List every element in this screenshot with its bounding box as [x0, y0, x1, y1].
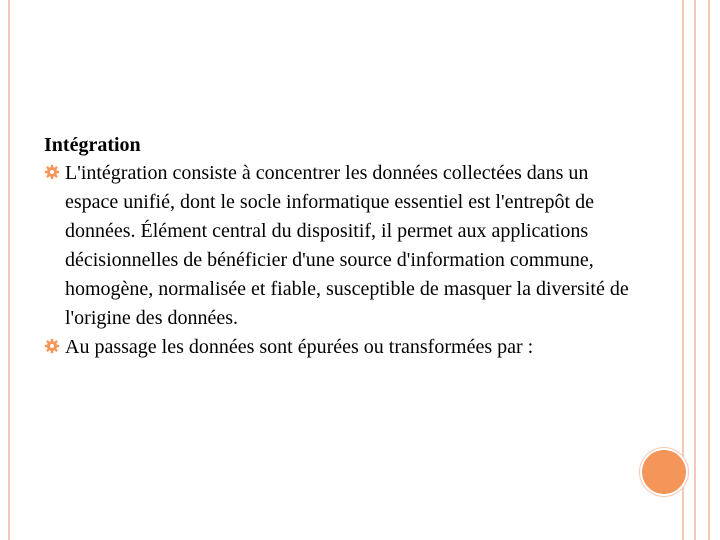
bullet-list	[44, 159, 644, 362]
gear-icon	[44, 338, 60, 354]
bullet-item	[44, 333, 644, 362]
slide-content	[44, 131, 644, 362]
gear-icon	[44, 164, 60, 180]
bullet-text: L'intégration consiste à concentrer les données collectées dans un espace unifié, dont le socle informatique essentiel est l'entrepôt de données. Élément central du dispositif, il permet aux applications décisionnelles de bénéficier d'une source d'information commune, homogène, normalisée et fiable, susceptible de masquer la diversité de l'origine des données.	[65, 162, 629, 329]
slide-heading: Intégration	[44, 134, 141, 156]
frame-line-right	[708, 0, 710, 540]
accent-circle	[642, 450, 686, 494]
frame-line-left	[8, 0, 10, 540]
bullet-text: Au passage les données sont épurées ou transformées par :	[65, 336, 534, 358]
bullet-item	[44, 159, 644, 333]
frame-line-right	[694, 0, 696, 540]
